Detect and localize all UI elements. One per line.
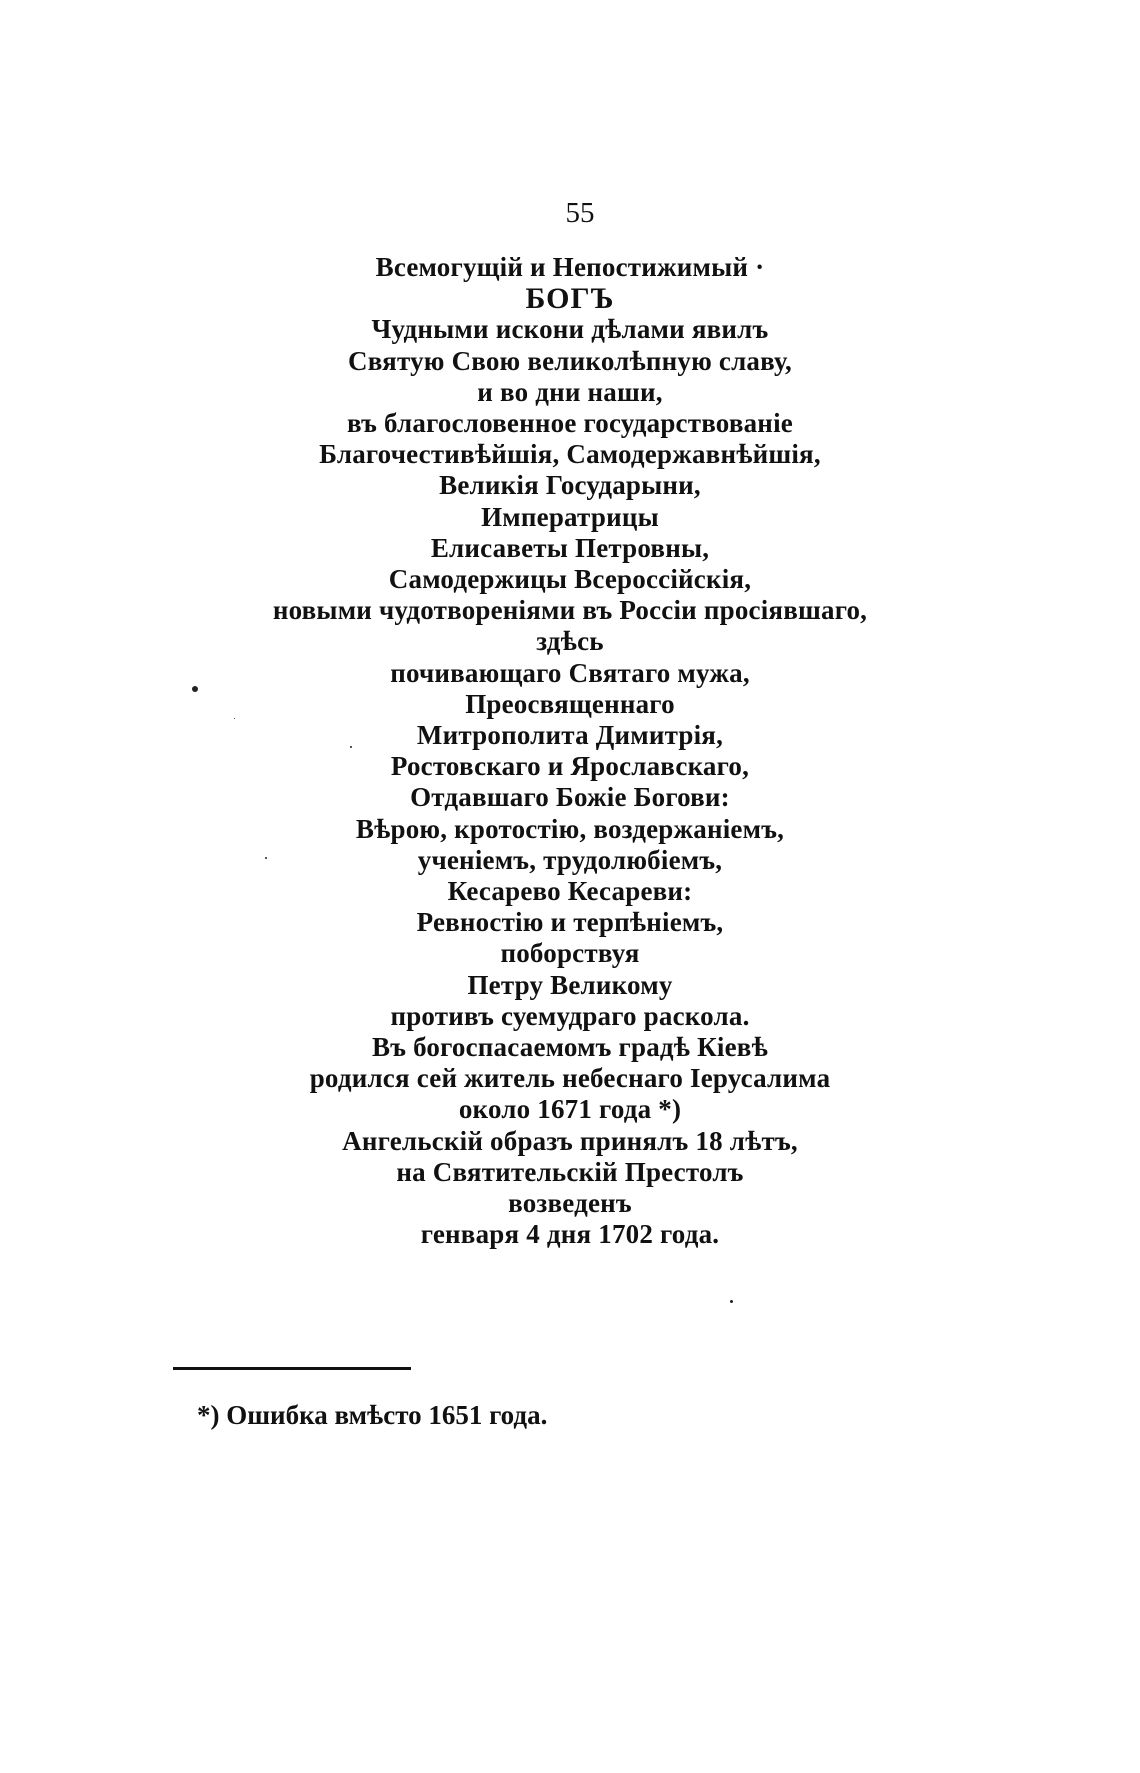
text-line: новыми чудотвореніями въ Россіи просіявшаго,: [272, 595, 868, 626]
footnote: *) Ошибка вмѣсто 1651 года.: [197, 1400, 548, 1430]
text-line: возведенъ: [508, 1188, 632, 1219]
text-line: почивающаго Святаго мужа,: [390, 657, 750, 688]
inscription-text: [200, 252, 940, 1251]
text-line: Кесарево Кесареви:: [447, 876, 693, 907]
text-line: Преосвященнаго: [465, 688, 675, 719]
text-line: Ростовскаго и Ярославскаго,: [390, 751, 750, 782]
text-line: Всемогущій и Непостижимый ·: [375, 252, 765, 282]
text-line: Императрицы: [481, 501, 659, 532]
footnote-rule: [173, 1367, 411, 1370]
text-line: поборствуя: [500, 938, 640, 969]
text-line: и во дни наши,: [477, 376, 663, 407]
text-line: Ревностію и терпѣніемъ,: [416, 907, 724, 938]
text-line: Вѣрою, кротостію, воздержаніемъ,: [355, 813, 785, 844]
text-line: Петру Великому: [467, 969, 673, 1000]
scan-speck: [730, 1300, 733, 1303]
text-line: Митрополита Димитрія,: [416, 720, 724, 751]
text-line: Отдавшаго Божіе Богови:: [410, 782, 730, 813]
page-number: 55: [565, 197, 595, 229]
text-line: въ благословенное государствованіе: [347, 408, 793, 439]
scan-speck: [265, 857, 267, 859]
text-line: Въ богоспасаемомъ градѣ Кіевѣ: [371, 1032, 768, 1063]
text-line: Благочестивѣйшія, Самодержавнѣйшія,: [319, 439, 821, 470]
text-line: Елисаветы Петровны,: [430, 532, 710, 563]
scan-speck: [350, 746, 352, 748]
text-line: родился сей житель небеснаго Іерусалима: [309, 1063, 831, 1094]
text-line: Святую Свою великолѣпную славу,: [348, 345, 792, 376]
text-line: противъ суемудраго раскола.: [390, 1000, 750, 1031]
text-line: Ангельскій образъ принялъ 18 лѣтъ,: [342, 1125, 798, 1156]
text-line: генваря 4 дня 1702 года.: [420, 1219, 720, 1250]
heading-god: БОГЪ: [525, 282, 615, 316]
scan-speck: [234, 718, 235, 719]
text-line: ученіемъ, трудолюбіемъ,: [417, 844, 723, 875]
text-line: Великія Государыни,: [439, 470, 701, 501]
text-line: около 1671 года *): [458, 1094, 682, 1125]
text-line: Чудными искони дѣлами явилъ: [371, 314, 769, 345]
scan-speck: [192, 686, 198, 692]
text-line: здѣсь: [536, 626, 604, 657]
text-line: Самодержицы Всероссійскія,: [388, 564, 752, 595]
text-line: на Святительскій Престолъ: [396, 1156, 744, 1187]
